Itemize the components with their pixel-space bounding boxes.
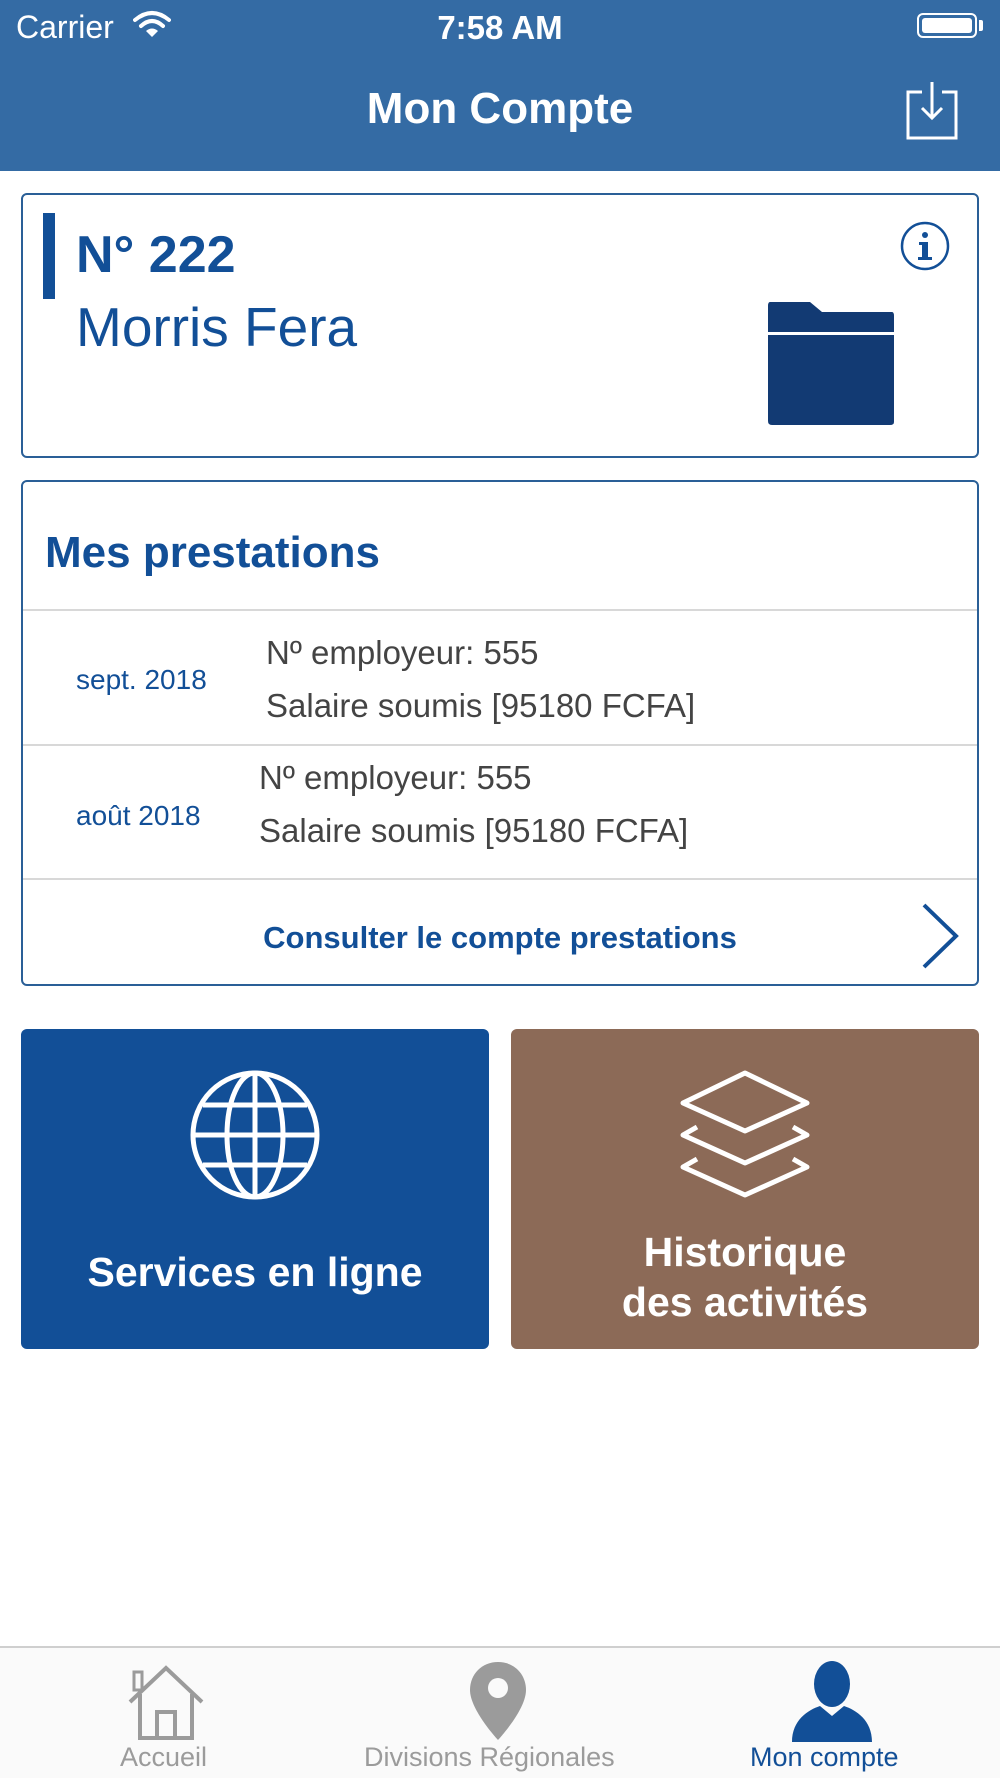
tab-bar <box>0 1646 1000 1778</box>
page-title: Mon Compte <box>366 84 634 133</box>
divider <box>23 744 977 746</box>
folder-icon <box>766 298 896 426</box>
prestation-employer: Nº employeur: 555 <box>259 759 532 796</box>
prestation-salary: Salaire soumis [95180 FCFA] <box>259 812 689 849</box>
consult-prestations-button[interactable] <box>23 882 977 986</box>
tab-mon-compte[interactable] <box>745 1648 925 1778</box>
historique-label-line2: des activités <box>621 1279 869 1325</box>
tab-mon-compte-label: Mon compte <box>750 1742 899 1772</box>
download-icon[interactable] <box>906 80 958 140</box>
map-pin-icon <box>468 1660 528 1742</box>
home-icon <box>126 1662 206 1742</box>
nav-header <box>0 0 1000 171</box>
prestation-date: sept. 2018 <box>76 664 207 695</box>
services-en-ligne-button[interactable] <box>21 1029 489 1349</box>
account-accent-bar <box>43 213 55 299</box>
account-number: N° 222 <box>76 226 236 284</box>
chevron-right-icon <box>918 901 962 971</box>
user-icon <box>790 1660 874 1742</box>
status-time: 7:58 AM <box>437 9 563 46</box>
historique-label-line1: Historique <box>643 1229 847 1275</box>
carrier-label: Carrier <box>16 9 114 45</box>
account-name: Morris Fera <box>76 296 358 358</box>
divider <box>23 878 977 880</box>
prestation-salary: Salaire soumis [95180 FCFA] <box>266 687 696 724</box>
prestations-card <box>21 480 979 986</box>
prestation-date: août 2018 <box>76 800 201 831</box>
battery-tip <box>979 20 983 31</box>
prestation-employer: Nº employeur: 555 <box>266 634 539 671</box>
globe-icon <box>189 1069 321 1201</box>
historique-activites-button[interactable] <box>511 1029 979 1349</box>
divider <box>23 609 977 611</box>
status-bar <box>0 0 1000 56</box>
tab-divisions-label: Divisions Régionales <box>364 1742 615 1772</box>
tab-accueil-label: Accueil <box>120 1742 208 1772</box>
tab-divisions-regionales[interactable] <box>360 1648 640 1778</box>
services-en-ligne-label: Services en ligne <box>87 1249 423 1295</box>
layers-icon <box>679 1069 811 1201</box>
battery-icon <box>917 13 977 38</box>
consult-prestations-label: Consulter le compte prestations <box>263 920 737 955</box>
prestations-title: Mes prestations <box>45 528 380 577</box>
info-icon[interactable] <box>900 221 950 271</box>
tab-accueil[interactable] <box>90 1648 240 1778</box>
account-card[interactable] <box>21 193 979 458</box>
